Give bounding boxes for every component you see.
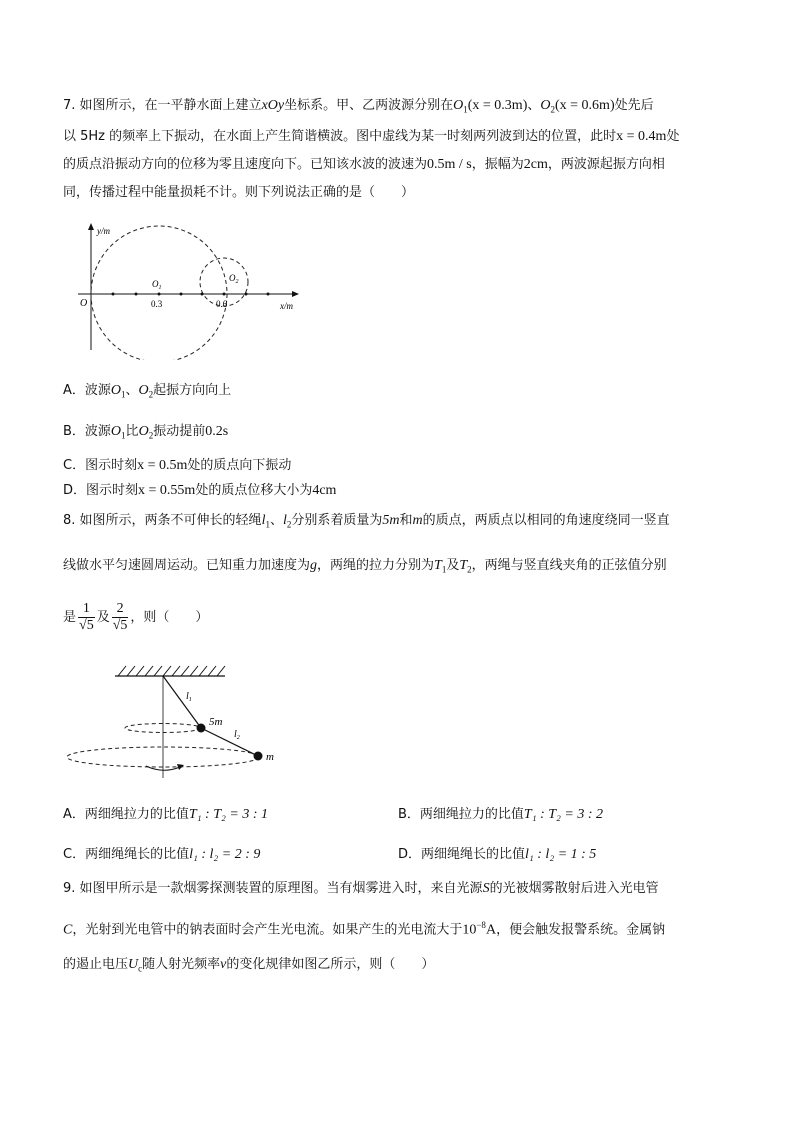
math: T — [434, 558, 442, 573]
text: 的质点，两质点以相同的角速度绕同一竖直 — [422, 513, 670, 528]
q9-line-2 — [63, 916, 665, 939]
q8-option-b — [398, 806, 603, 824]
subscript: c — [138, 963, 143, 974]
question-number: 8. — [63, 513, 76, 528]
q7-option-b — [63, 423, 228, 445]
text: 及 — [446, 558, 460, 573]
math: 5m — [382, 513, 400, 528]
text: ，光射到光电管中的钠表面时会产生光电流。如果产生的光电流大于 — [72, 922, 463, 938]
text: C．两细绳绳长的比值 — [63, 847, 190, 862]
subscript: 2 — [148, 389, 154, 400]
q7-line-3 — [63, 156, 665, 174]
q8-option-d — [398, 846, 596, 864]
axis-dot — [180, 293, 183, 296]
fraction — [112, 601, 129, 634]
tick-0-6: 0.6 — [216, 299, 228, 309]
text: 以 5Hz 的频率上下振动，在水面上产生简谐横波。图中虚线为某一时刻两列波到达的位置，此时 — [63, 129, 617, 144]
math: T₁ : T₂ = 3 : 1 — [188, 807, 268, 822]
text: 如图所示，在一平静水面上建立 — [79, 98, 262, 113]
math: O — [540, 98, 551, 113]
mass-5m — [197, 724, 206, 733]
q7-option-d — [63, 482, 336, 500]
label-5m: 5m — [209, 716, 223, 728]
text: 如图所示，两条不可伸长的轻绳 — [79, 513, 262, 528]
text: ，两绳的拉力分别为 — [317, 558, 435, 573]
math: A — [485, 922, 497, 938]
axis-dot — [158, 293, 161, 296]
axis-dot — [112, 293, 115, 296]
math: T₁ : T₂ = 3 : 2 — [523, 807, 603, 822]
question-number: 9. — [63, 881, 76, 896]
text: ，两波源起振方向相 — [547, 157, 665, 172]
text: 的遏止电压 — [63, 957, 129, 972]
math: O — [138, 424, 149, 439]
x-axis-arrow — [292, 291, 299, 297]
q7-line-2 — [63, 128, 679, 146]
math: x = 0.5m — [137, 458, 188, 473]
subscript: 1 — [265, 519, 270, 530]
math: xOy — [261, 98, 285, 113]
text: 坐标系。甲、乙两波源分别在 — [284, 98, 454, 113]
math: O — [138, 383, 149, 398]
x-axis-label: x/m — [280, 301, 293, 311]
text: 分别系着质量为 — [291, 513, 383, 528]
math: (x = 0.6m) — [555, 98, 615, 113]
text: 线做水平匀速圆周运动。已知重力加速度为 — [63, 558, 311, 573]
superscript: −8 — [476, 920, 486, 930]
math: T — [459, 558, 468, 573]
math: l — [282, 513, 287, 528]
origin-label: O — [80, 298, 88, 309]
fraction-denominator: √5 — [112, 618, 128, 633]
q7-option-a — [63, 382, 231, 404]
text: 是 — [63, 610, 77, 625]
fraction-numerator: 2 — [112, 601, 129, 618]
text: 及 — [96, 610, 110, 625]
text: 的质点沿振动方向的位移为零且速度向下。已知该水波的波速为 — [63, 157, 428, 172]
math: ν — [220, 957, 227, 972]
q9-line-1 — [63, 880, 659, 898]
mass-m — [254, 752, 263, 761]
text: 、 — [269, 513, 283, 528]
math: O — [110, 424, 122, 439]
math: l₁ : l₂ = 1 : 5 — [525, 847, 597, 862]
text: 比 — [125, 424, 139, 439]
axis-dot — [135, 293, 138, 296]
axis-dot — [267, 293, 270, 296]
fraction — [78, 601, 95, 634]
text: 处先后 — [614, 98, 654, 113]
question-number: 7. — [63, 98, 76, 113]
q8-line-2 — [63, 557, 667, 579]
axis-dot — [201, 293, 204, 296]
math: 10 — [462, 922, 477, 938]
wave-interference-figure — [70, 220, 310, 360]
q9-line-3 — [63, 956, 434, 978]
string-l1 — [163, 676, 201, 728]
fraction-denominator: √5 — [79, 618, 94, 633]
text: 、 — [125, 383, 139, 398]
math: 0.2s — [205, 424, 229, 439]
math: x = 0.55m — [138, 483, 196, 498]
math: O — [110, 383, 122, 398]
axis-dot — [245, 293, 248, 296]
text: 振动提前 — [153, 424, 206, 439]
math: (x = 0.3m) — [467, 98, 528, 113]
subscript: 1 — [441, 564, 447, 575]
math: m — [412, 513, 423, 528]
conical-pendulum-figure — [60, 660, 300, 785]
q7-line-1 — [63, 97, 654, 119]
string-l2 — [201, 728, 258, 756]
subscript: 2 — [148, 430, 154, 441]
math: O — [453, 98, 464, 113]
q7-option-c — [63, 457, 291, 475]
text: ，振幅为 — [471, 157, 524, 172]
text: B．波源 — [63, 424, 111, 439]
o2-label: $O_2$ — [229, 273, 239, 285]
subscript: 1 — [121, 389, 126, 400]
label-l1: $l_1$ — [186, 691, 192, 703]
subscript: 2 — [286, 519, 292, 530]
y-axis-label: y/m — [97, 226, 110, 236]
text: 处的质点位移大小为 — [195, 483, 313, 498]
text: B．两细绳拉力的比值 — [398, 807, 524, 822]
text: D．图示时刻 — [63, 483, 139, 498]
text: 的光被烟雾散射后进入光电管 — [489, 881, 659, 896]
math: l₁ : l₂ = 2 : 9 — [189, 847, 261, 862]
axis-dot — [223, 293, 226, 296]
text: ，便会触发报警系统。金属钠 — [496, 922, 666, 938]
subscript: 1 — [121, 430, 126, 441]
math: 4cm — [312, 483, 337, 498]
q8-option-c — [63, 846, 260, 864]
text: ，则（ ） — [130, 610, 209, 625]
text: 起振方向向上 — [153, 383, 232, 398]
text: 处 — [666, 129, 680, 144]
math: S — [482, 881, 490, 896]
text: ，两绳与竖直线夹角的正弦值分别 — [471, 558, 667, 573]
math: x = 0.4m — [616, 129, 667, 144]
subscript: 1 — [463, 104, 468, 115]
label-l2: $l_2$ — [234, 729, 240, 741]
fraction-numerator: 1 — [78, 601, 95, 618]
math: l — [261, 513, 266, 528]
ceiling-hatch — [118, 666, 225, 676]
text: 处的质点向下振动 — [187, 458, 292, 473]
text: C．图示时刻 — [63, 458, 138, 473]
text: 如图甲所示是一款烟雾探测装置的原理图。当有烟雾进入时，来自光源 — [79, 881, 483, 896]
subscript: 2 — [550, 104, 555, 115]
text: 、 — [527, 98, 541, 113]
math: g — [310, 558, 318, 573]
q8-line-3 — [63, 600, 208, 636]
label-m: m — [266, 751, 274, 763]
q8-line-1 — [63, 512, 670, 534]
math: 0.5m / s — [427, 157, 472, 172]
o1-label: $O_1$ — [152, 279, 162, 291]
text: A．两细绳拉力的比值 — [63, 807, 189, 822]
y-axis-arrow — [88, 223, 94, 230]
text: 随人射光频率 — [142, 957, 221, 972]
text: 的变化规律如图乙所示，则（ ） — [226, 957, 435, 972]
q8-option-a — [63, 806, 268, 824]
text: 和 — [399, 513, 413, 528]
tick-0-3: 0.3 — [151, 299, 163, 309]
math: C — [63, 922, 73, 938]
q7-line-4 — [63, 184, 414, 202]
math: 2cm — [523, 157, 548, 172]
text: D．两细绳绳长的比值 — [398, 847, 526, 862]
math: U — [128, 957, 139, 972]
text: 同，传播过程中能量损耗不计。则下列说法正确的是（ ） — [63, 185, 415, 200]
text: A．波源 — [63, 383, 111, 398]
subscript: 2 — [467, 564, 472, 575]
